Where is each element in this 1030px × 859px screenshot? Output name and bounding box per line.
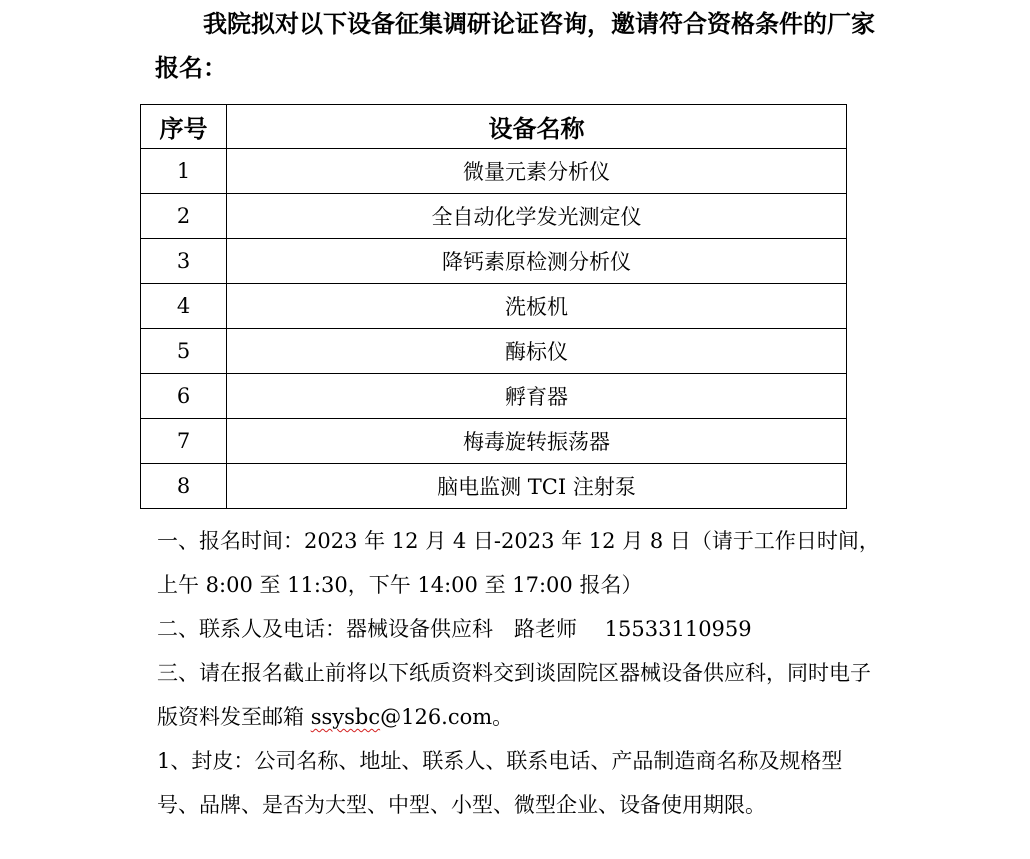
row-equipment-name: 孵育器 xyxy=(227,374,847,419)
table-row xyxy=(141,464,847,509)
table-row xyxy=(141,419,847,464)
intro-paragraph: 我院拟对以下设备征集调研论证咨询，邀请符合资格条件的厂家报名： xyxy=(155,9,875,82)
email-domain: @126.com。 xyxy=(380,705,514,729)
email-local-part: ssysbc xyxy=(310,705,381,729)
row-number: 8 xyxy=(141,464,227,509)
row-equipment-name: 洗板机 xyxy=(227,284,847,329)
row-equipment-name: 脑电监测 TCI 注射泵 xyxy=(227,464,847,509)
row-number: 2 xyxy=(141,194,227,239)
header-equipment-name: 设备名称 xyxy=(227,105,847,149)
row-number: 6 xyxy=(141,374,227,419)
table-row xyxy=(141,374,847,419)
contact-paragraph: 二、联系人及电话：器械设备供应科 路老师 15533110959 xyxy=(157,617,752,641)
table-header-row xyxy=(141,105,847,149)
row-equipment-name: 全自动化学发光测定仪 xyxy=(227,194,847,239)
row-number: 3 xyxy=(141,239,227,284)
row-equipment-name: 微量元素分析仪 xyxy=(227,149,847,194)
row-number: 4 xyxy=(141,284,227,329)
table-row xyxy=(141,239,847,284)
row-equipment-name: 梅毒旋转振荡器 xyxy=(227,419,847,464)
materials-text: 三、请在报名截止前将以下纸质资料交到谈固院区器械设备供应科，同时电子版资料发至邮箱 xyxy=(157,661,871,729)
registration-time-paragraph: 一、报名时间：2023 年 12 月 4 日-2023 年 12 月 8 日（请于工作日时间，上午 8:00 至 11:30，下午 14:00 至 17:00 报名） xyxy=(157,529,880,597)
cover-requirements-paragraph: 1、封皮：公司名称、地址、联系人、联系电话、产品制造商名称及规格型号、品牌、是否为大型、中型、小型、微型企业、设备使用期限。 xyxy=(157,749,843,817)
row-number: 5 xyxy=(141,329,227,374)
row-equipment-name: 降钙素原检测分析仪 xyxy=(227,239,847,284)
equipment-table xyxy=(140,104,847,509)
row-number: 7 xyxy=(141,419,227,464)
table-row xyxy=(141,149,847,194)
header-serial-number: 序号 xyxy=(141,105,227,149)
row-number: 1 xyxy=(141,149,227,194)
row-equipment-name: 酶标仪 xyxy=(227,329,847,374)
table-row xyxy=(141,329,847,374)
body-text xyxy=(157,519,882,827)
table-row xyxy=(141,284,847,329)
materials-paragraph xyxy=(157,651,882,739)
table-row xyxy=(141,194,847,239)
